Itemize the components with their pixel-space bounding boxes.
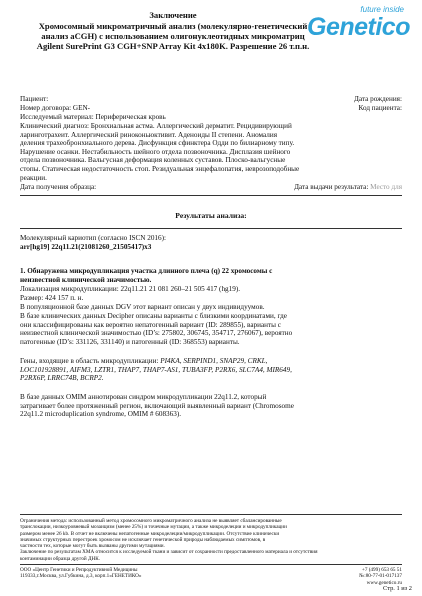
contract-label: Номер договора: GEN- — [20, 104, 91, 112]
omim-line: затрагивает более протяженный регион, включающий выявленный вариант (Chromosome — [20, 401, 294, 410]
subtitle-line: Хромосомный микроматричный анализ (молекулярно-генетический — [38, 21, 308, 31]
finding-line: неизвестной клинической значимостью. — [20, 275, 152, 284]
issue-date-value: Место для — [370, 183, 402, 191]
limitations-line: Заключение по результатам ХМА относится к исследуемой ткани и зависит от сохранности предоставленного материала и отсутствия — [20, 549, 318, 556]
title-block — [20, 10, 326, 51]
page-number: Стр. 1 из 2 — [383, 585, 412, 592]
karyotype-value: arr[hg19] 22q11.21(21081260_21505417)x3 — [20, 243, 152, 251]
decipher-paragraph — [20, 312, 402, 346]
sample-date-label: Дата получения образца: — [20, 183, 97, 191]
omim-line: В базе данных OMIM аннотирован синдром микродупликации 22q11.2, который — [20, 393, 267, 401]
karyotype-label: Молекулярный кариотип (согласно ISCN 2016): — [20, 234, 167, 242]
diagnosis-line: Нарушение осанки. Нестабильность шейного отдела позвоночника. Дисплазия шейного — [20, 147, 291, 156]
limitations-line: значимых структурных перестроек хромосом не исключает генетической природы наблюдаемых симптомов, в — [20, 536, 266, 543]
limitations-line: размером менее 26 kb. В отчет не включены непатогенные микроделеции/микродупликации. Отсутствие клинически — [20, 530, 280, 537]
section-divider — [20, 195, 402, 196]
genes-list: P2RX6P, LRRC74B, BCRP2. — [20, 374, 104, 383]
page-title: Заключение — [149, 10, 197, 20]
size-line: Размер: 424 157 п. н. — [20, 294, 84, 302]
limitations-line: частности тех, которые могут быть вызваны другими мутациями. — [20, 543, 165, 550]
patient-row — [20, 95, 402, 104]
dob-label: Дата рождения: — [354, 95, 402, 103]
dates-row — [20, 183, 402, 192]
limitations-line: Ограничения метода: использованный метод хромосомного микроматричного анализа не выявляет сбалансированные — [20, 518, 282, 524]
decipher-line: В базе клинических данных Decipher описаны варианты с близкими координатами, где — [20, 312, 287, 320]
results-heading: Результаты анализа: — [175, 211, 247, 220]
issue-date — [294, 183, 402, 192]
contract-row — [20, 104, 402, 113]
decipher-line: патогенные (ID’s: 331126, 331140) и патогенный (ID: 368553) варианты. — [20, 337, 240, 346]
company-address: 119333,г.Москва, ул.Губкина, д.3, корп.1«ГЕНЕТИКО» — [20, 573, 142, 580]
omim-line: 22q11.2 microduplication syndrome, OMIM # 608363). — [20, 410, 182, 419]
diagnosis-line: отдела позвоночника. Вальгусная деформация коленных суставов. Плоско-вальгусные — [20, 156, 286, 165]
decipher-line: неизвестной клинической значимостью (ID’s: 275802, 306745, 354717, 276067), вероятно — [20, 329, 293, 338]
limitations-line: контаминации образца другой ДНК. — [20, 555, 101, 562]
section-divider — [20, 228, 402, 229]
company-line: ООО «Центр Генетики и Репродуктивной Медицины — [20, 567, 138, 573]
diagnosis-line: деления трахеобронхиального дерева. Дисфункция сфинктера Одди по билиарному типу. — [20, 139, 295, 148]
code-label: Код пациента: — [358, 104, 402, 112]
phone: +7 (499) 653 65 51 — [361, 567, 402, 573]
diagnosis — [20, 122, 402, 182]
logo-wordmark: Genetico — [307, 13, 410, 41]
website: www.genetico.ru — [366, 579, 402, 586]
genes-prefix: Гены, входящие в область микродупликации: — [20, 357, 161, 365]
subtitle-line: Agilent SurePrint G3 CGH+SNP Array Kit 4x180K. Разрешение 26 т.п.н. — [36, 41, 310, 51]
omim-paragraph — [20, 393, 402, 419]
genes-list: PI4KA, SERPIND1, SNAP29, CRKL, — [160, 357, 268, 365]
fax: №:80-77-01-017137 — [359, 573, 402, 580]
material-line: Исследуемый материал: Периферическая кровь — [20, 113, 166, 121]
genes-paragraph — [20, 357, 402, 383]
diagnosis-line: стопы. Статическая недостаточность стоп. Резидуальная энцефалопатия, неврозоподобные — [20, 164, 300, 173]
patient-label: Пациент: — [20, 95, 49, 103]
footer-divider — [20, 564, 402, 565]
genes-list: LOC101928891, AIFM3, LZTR1, THAP7, THAP7-AS1, TUBA3FP, P2RX6, SLC7A4, MIR649, — [20, 365, 292, 374]
finding — [20, 267, 402, 284]
localization-line: Локализация микродупликации: 22q11.21 21 081 260–21 505 417 (hg19). — [20, 285, 241, 293]
logo-tagline: future inside — [360, 5, 404, 14]
limitations-text — [20, 518, 402, 562]
finding-line: 1. Обнаружена микродупликация участка длинного плеча (q) 22 хромосомы с — [20, 267, 273, 275]
dgv-line: В популяционной базе данных DGV этот вариант описан у двух индивидуумов. — [20, 303, 265, 311]
footer-divider — [20, 514, 402, 515]
contact-block — [20, 567, 402, 586]
subtitle-line: анализ aCGH) с использованием олигонуклеотидных микроматриц — [41, 31, 305, 41]
decipher-line: они классифицированы как вероятно непатогенный вариант (ID: 289855), варианты с — [20, 320, 281, 329]
diagnosis-line: Клинический диагноз: Бронхиальная астма. Аллергический дерматит. Рецидивирующий — [20, 122, 292, 130]
diagnosis-line: ларинготрахеит. Аллергический риноконьюктивит. Аденоиды II степени. Аномалия — [20, 130, 278, 139]
diagnosis-line: реакции. — [20, 173, 47, 182]
limitations-line: транслокации, низкоуровневый мозаицизм (менее 25%) и точечные мутации, а также микроделеции и микродупликации — [20, 524, 287, 531]
issue-date-label: Дата выдачи результата: — [294, 183, 369, 191]
